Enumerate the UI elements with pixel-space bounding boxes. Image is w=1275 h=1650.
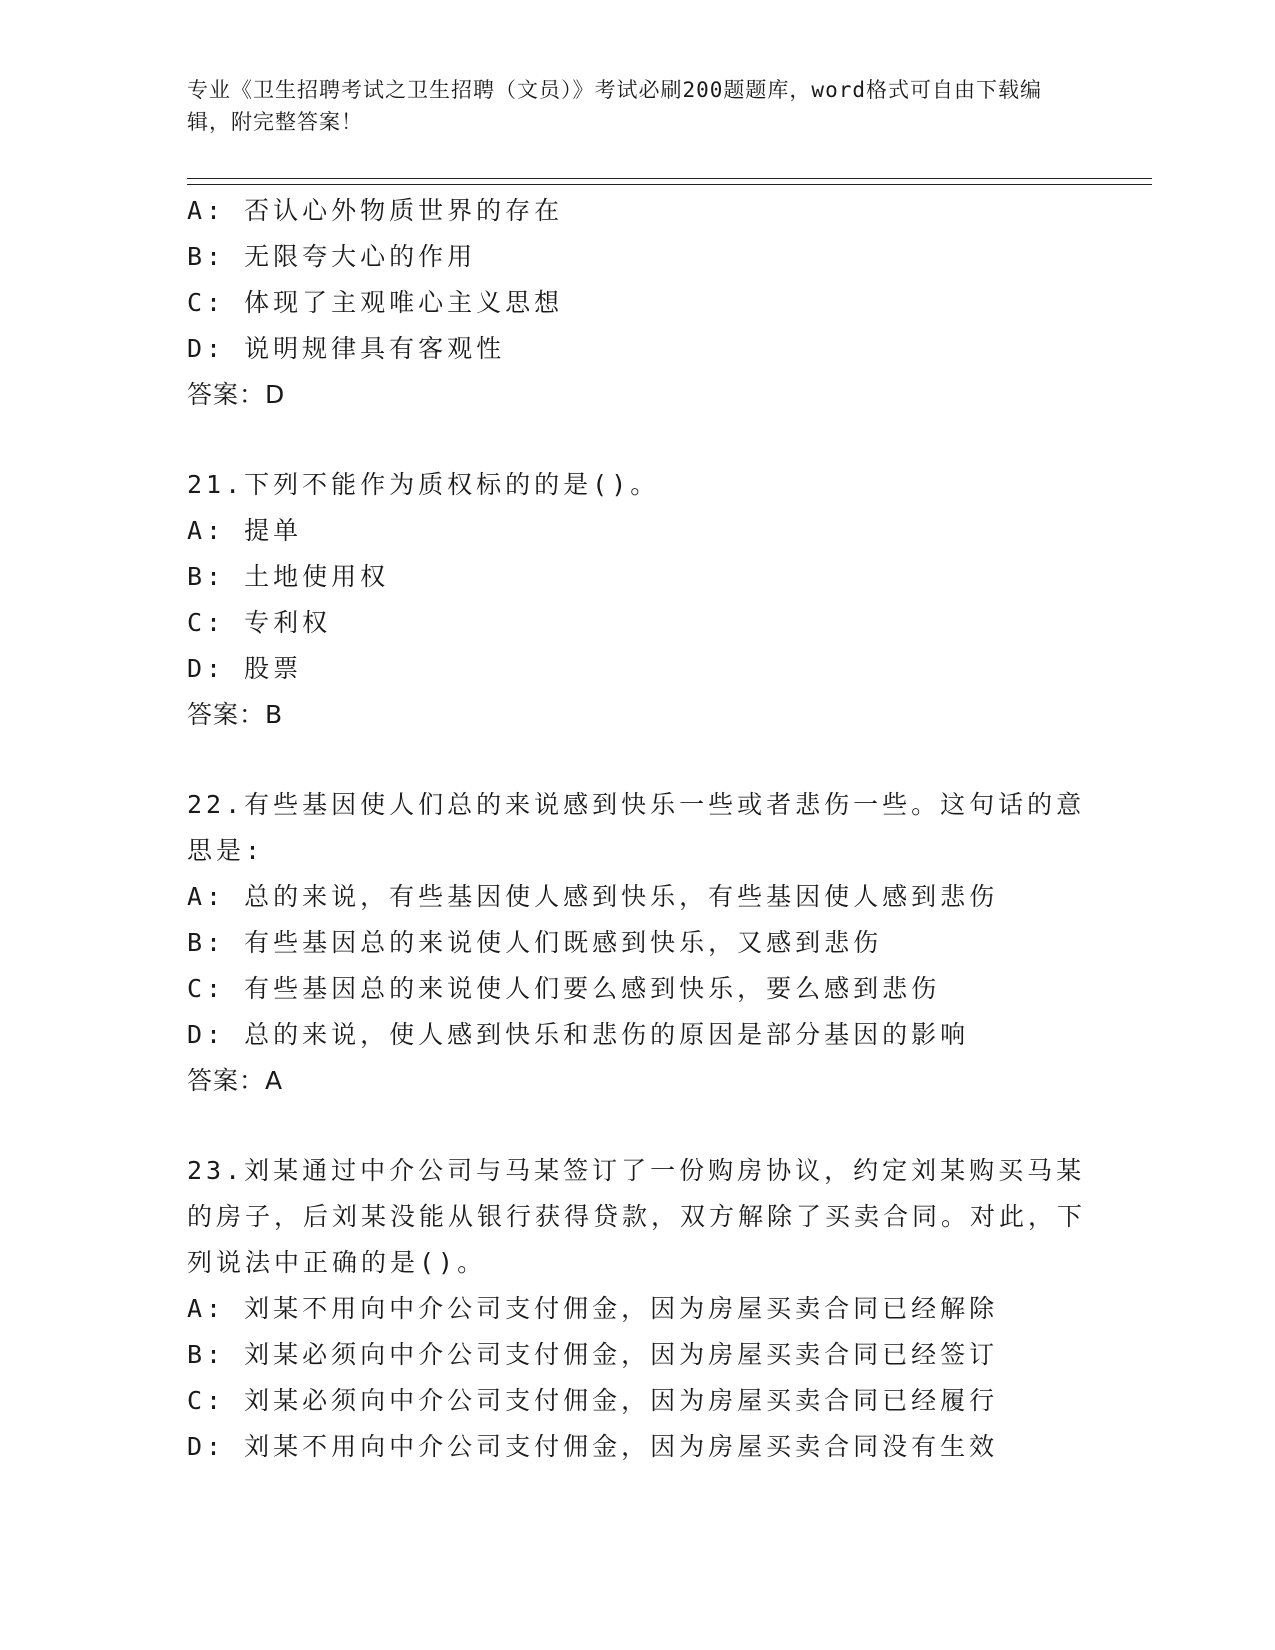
option-d: D: 股票 <box>187 654 303 683</box>
question-block-prev <box>187 188 1087 418</box>
question-block-23 <box>187 1148 1087 1470</box>
option-a: A: 提单 <box>187 516 303 545</box>
header-divider-top <box>187 178 1152 179</box>
option-c: C: 有些基因总的来说使人们要么感到快乐，要么感到悲伤 <box>187 974 941 1003</box>
question-block-21 <box>187 462 1087 738</box>
question-stem: 22.有些基因使人们总的来说感到快乐一些或者悲伤一些。这句话的意思是: <box>187 790 1086 865</box>
option-a: A: 否认心外物质世界的存在 <box>187 196 564 225</box>
question-stem: 21.下列不能作为质权标的的是()。 <box>187 470 660 499</box>
option-b: B: 刘某必须向中介公司支付佣金，因为房屋买卖合同已经签订 <box>187 1340 999 1369</box>
option-d: D: 说明规律具有客观性 <box>187 334 506 363</box>
option-d: D: 总的来说，使人感到快乐和悲伤的原因是部分基因的影响 <box>187 1020 970 1049</box>
document-header: 专业《卫生招聘考试之卫生招聘（文员）》考试必刷200题题库，word格式可自由下载编辑，附完整答案！ <box>187 78 1042 134</box>
question-block-22 <box>187 782 1087 1104</box>
option-c: C: 体现了主观唯心主义思想 <box>187 288 564 317</box>
question-list <box>187 188 1087 1470</box>
question-stem: 23.刘某通过中介公司与马某签订了一份购房协议，约定刘某购买马某的房子，后刘某没能从银行获得贷款，双方解除了买卖合同。对此，下列说法中正确的是()。 <box>187 1156 1087 1277</box>
option-d: D: 刘某不用向中介公司支付佣金，因为房屋买卖合同没有生效 <box>187 1432 999 1461</box>
spacer <box>187 1104 1087 1148</box>
option-a: A: 刘某不用向中介公司支付佣金，因为房屋买卖合同已经解除 <box>187 1294 999 1323</box>
answer-line: 答案：D <box>187 380 286 409</box>
option-b: B: 土地使用权 <box>187 562 390 591</box>
header-divider-bottom <box>187 184 1152 185</box>
answer-line: 答案：A <box>187 1066 284 1095</box>
option-a: A: 总的来说，有些基因使人感到快乐，有些基因使人感到悲伤 <box>187 882 999 911</box>
spacer <box>187 418 1087 462</box>
option-b: B: 无限夸大心的作用 <box>187 242 477 271</box>
answer-line: 答案：B <box>187 700 284 729</box>
spacer <box>187 738 1087 782</box>
option-b: B: 有些基因总的来说使人们既感到快乐，又感到悲伤 <box>187 928 883 957</box>
option-c: C: 刘某必须向中介公司支付佣金，因为房屋买卖合同已经履行 <box>187 1386 999 1415</box>
option-c: C: 专利权 <box>187 608 332 637</box>
